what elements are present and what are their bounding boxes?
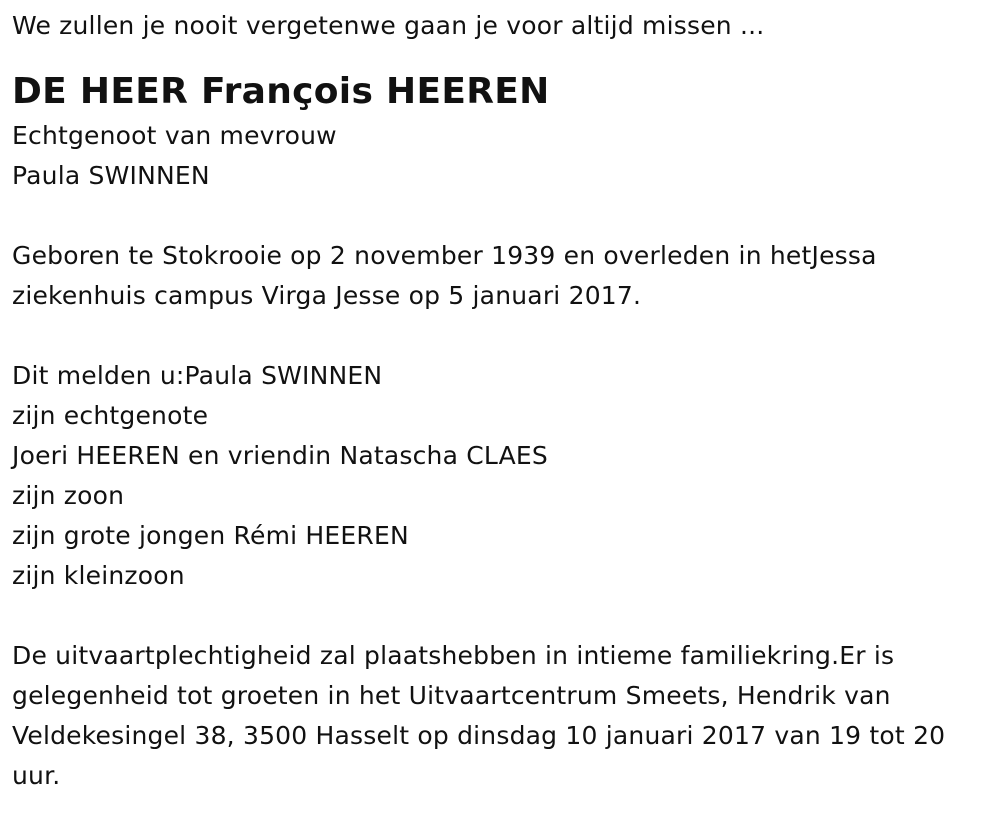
family-line: zijn kleinzoon [12, 561, 185, 590]
family-line: zijn echtgenote [12, 401, 209, 430]
spacer [12, 196, 987, 236]
spouse-line-2: Paula SWINNEN [12, 161, 210, 190]
family-line: zijn grote jongen Rémi HEEREN [12, 521, 409, 550]
spouse-line-1: Echtgenoot van mevrouw [12, 121, 337, 150]
family-line: Joeri HEEREN en vriendin Natascha CLAES [12, 441, 548, 470]
spacer [12, 316, 987, 356]
deceased-name: DE HEER François HEEREN [12, 71, 550, 112]
spacer [12, 596, 987, 636]
obituary-notice [12, 6, 987, 796]
intro-text: We zullen je nooit vergetenwe gaan je voor altijd missen ... [12, 11, 765, 40]
family-line: Dit melden u:Paula SWINNEN [12, 361, 383, 390]
birth-death-paragraph: Geboren te Stokrooie op 2 november 1939 en overleden in hetJessa ziekenhuis campus Virga Jesse op 5 januari 2017. [12, 241, 877, 310]
family-line: zijn zoon [12, 481, 125, 510]
funeral-paragraph: De uitvaartplechtigheid zal plaatshebben in intieme familiekring.Er is gelegenheid tot groeten in het Uitvaartcentrum Smeets, Hendrik van Veldekesingel 38, 3500 Hasselt op dinsdag 10 januari 2017 van 19 tot 20 uur. [12, 641, 946, 790]
